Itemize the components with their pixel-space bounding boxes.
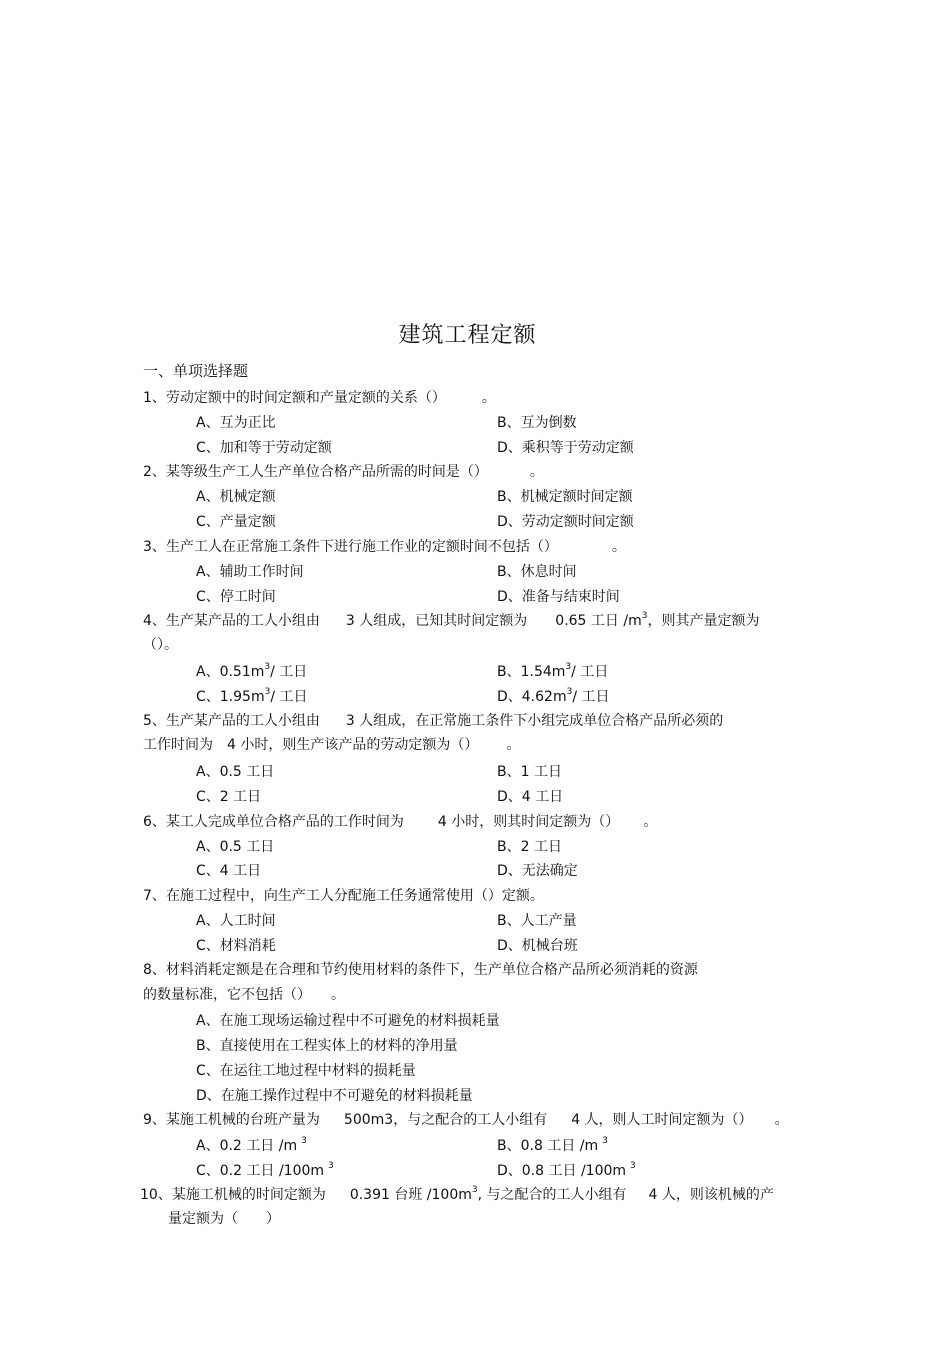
option-d: D、0.8 工日 /100m $^3$ xyxy=(497,1161,636,1179)
option-c: C、4 工日 xyxy=(196,863,262,879)
question-text: 1、劳动定额中的时间定额和产量定额的关系（） xyxy=(143,390,446,406)
question-5 xyxy=(143,711,723,731)
option-d: D、乘积等于劳动定额 xyxy=(497,440,634,456)
option-d: D、$4.62m^3/$ 工日 xyxy=(497,687,610,705)
option-c: C、停工时间 xyxy=(196,589,276,605)
question-tail: 。 xyxy=(611,539,626,555)
question-4 xyxy=(143,611,759,631)
superscript: 3 xyxy=(641,611,648,621)
option-b: B、互为倒数 xyxy=(497,415,577,431)
question-2 xyxy=(143,462,544,482)
question-10: 10、某施工机械的时间定额为 0.391 台班 $/100m^3$, 与之配合的工人小组有 4 人，则该机械的产 xyxy=(140,1185,774,1203)
option-b: B、机械定额时间定额 xyxy=(497,489,633,505)
option-d: D、劳动定额时间定额 xyxy=(497,514,634,530)
question-10-continuation: 量定额为（ ） xyxy=(168,1211,280,1227)
option-d: D、无法确定 xyxy=(497,863,578,879)
option-b: B、2 工日 xyxy=(497,839,562,855)
option-a: A、0.2 工日 /m $^3$ xyxy=(196,1136,307,1154)
question-1 xyxy=(143,388,496,408)
question-text: 4、生产某产品的工人小组由 xyxy=(143,613,320,629)
option-b: B、直接使用在工程实体上的材料的净用量 xyxy=(196,1038,458,1054)
option-a: A、人工时间 xyxy=(196,913,276,929)
question-text: ，则其产量定额为 xyxy=(647,613,760,629)
question-text: 5、生产某产品的工人小组由 xyxy=(143,713,320,729)
option-d: D、机械台班 xyxy=(497,938,578,954)
option-a: A、$0.51m^3/$ 工日 xyxy=(196,662,308,680)
option-c: C、产量定额 xyxy=(196,514,276,530)
document-title: 建筑工程定额 xyxy=(398,323,537,348)
option-a: A、机械定额 xyxy=(196,489,276,505)
question-7: 7、在施工过程中，向生产工人分配施工任务通常使用（）定额。 xyxy=(143,888,544,904)
question-text: 3 人组成，已知其时间定额为 xyxy=(345,613,528,629)
question-8-continuation: 的数量标准，它不包括（） 。 xyxy=(143,987,345,1003)
option-b: B、人工产量 xyxy=(497,913,577,929)
question-5-continuation: 工作时间为 4 小时，则生产该产品的劳动定额为（） 。 xyxy=(143,737,521,753)
option-c: C、$1.95m^3/$ 工日 xyxy=(196,687,308,705)
question-text: 2、某等级生产工人生产单位合格产品所需的时间是（） xyxy=(143,464,488,480)
option-c: C、在运往工地过程中材料的损耗量 xyxy=(196,1063,416,1079)
question-text: 0.65 工日 /m xyxy=(555,613,642,629)
question-3 xyxy=(143,537,626,557)
option-a: A、辅助工作时间 xyxy=(196,564,304,580)
option-d: D、准备与结束时间 xyxy=(497,589,620,605)
option-d: D、在施工操作过程中不可避免的材料损耗量 xyxy=(196,1088,473,1104)
question-text: 3、生产工人在正常施工条件下进行施工作业的定额时间不包括（） xyxy=(143,539,558,555)
option-a: A、0.5 工日 xyxy=(196,839,275,855)
question-tail: 。 xyxy=(529,464,544,480)
option-b: B、1 工日 xyxy=(497,764,562,780)
option-b: B、$1.54m^3/$ 工日 xyxy=(497,662,609,680)
option-c: C、0.2 工日 /100m $^3$ xyxy=(196,1161,334,1179)
question-4-continuation: （）。 xyxy=(143,637,178,653)
option-c: C、材料消耗 xyxy=(196,938,276,954)
question-9: 9、某施工机械的台班产量为 500m3，与之配合的工人小组有 4 人，则人工时间定额为（） 。 xyxy=(143,1112,789,1128)
question-6: 6、某工人完成单位合格产品的工作时间为 4 小时，则其时间定额为（） 。 xyxy=(143,814,658,830)
option-b: B、0.8 工日 /m $^3$ xyxy=(497,1136,608,1154)
option-a: A、0.5 工日 xyxy=(196,764,275,780)
question-8: 8、材料消耗定额是在合理和节约使用材料的条件下，生产单位合格产品所必须消耗的资源 xyxy=(143,962,698,978)
question-text: 3 人组成，在正常施工条件下小组完成单位合格产品所必须的 xyxy=(345,713,724,729)
section-heading: 一、单项选择题 xyxy=(143,362,249,380)
option-c: C、加和等于劳动定额 xyxy=(196,440,332,456)
option-d: D、4 工日 xyxy=(497,789,564,805)
question-tail: 。 xyxy=(481,390,496,406)
option-a: A、在施工现场运输过程中不可避免的材料损耗量 xyxy=(196,1013,500,1029)
option-b: B、休息时间 xyxy=(497,564,577,580)
option-a: A、互为正比 xyxy=(196,415,276,431)
option-c: C、2 工日 xyxy=(196,789,262,805)
